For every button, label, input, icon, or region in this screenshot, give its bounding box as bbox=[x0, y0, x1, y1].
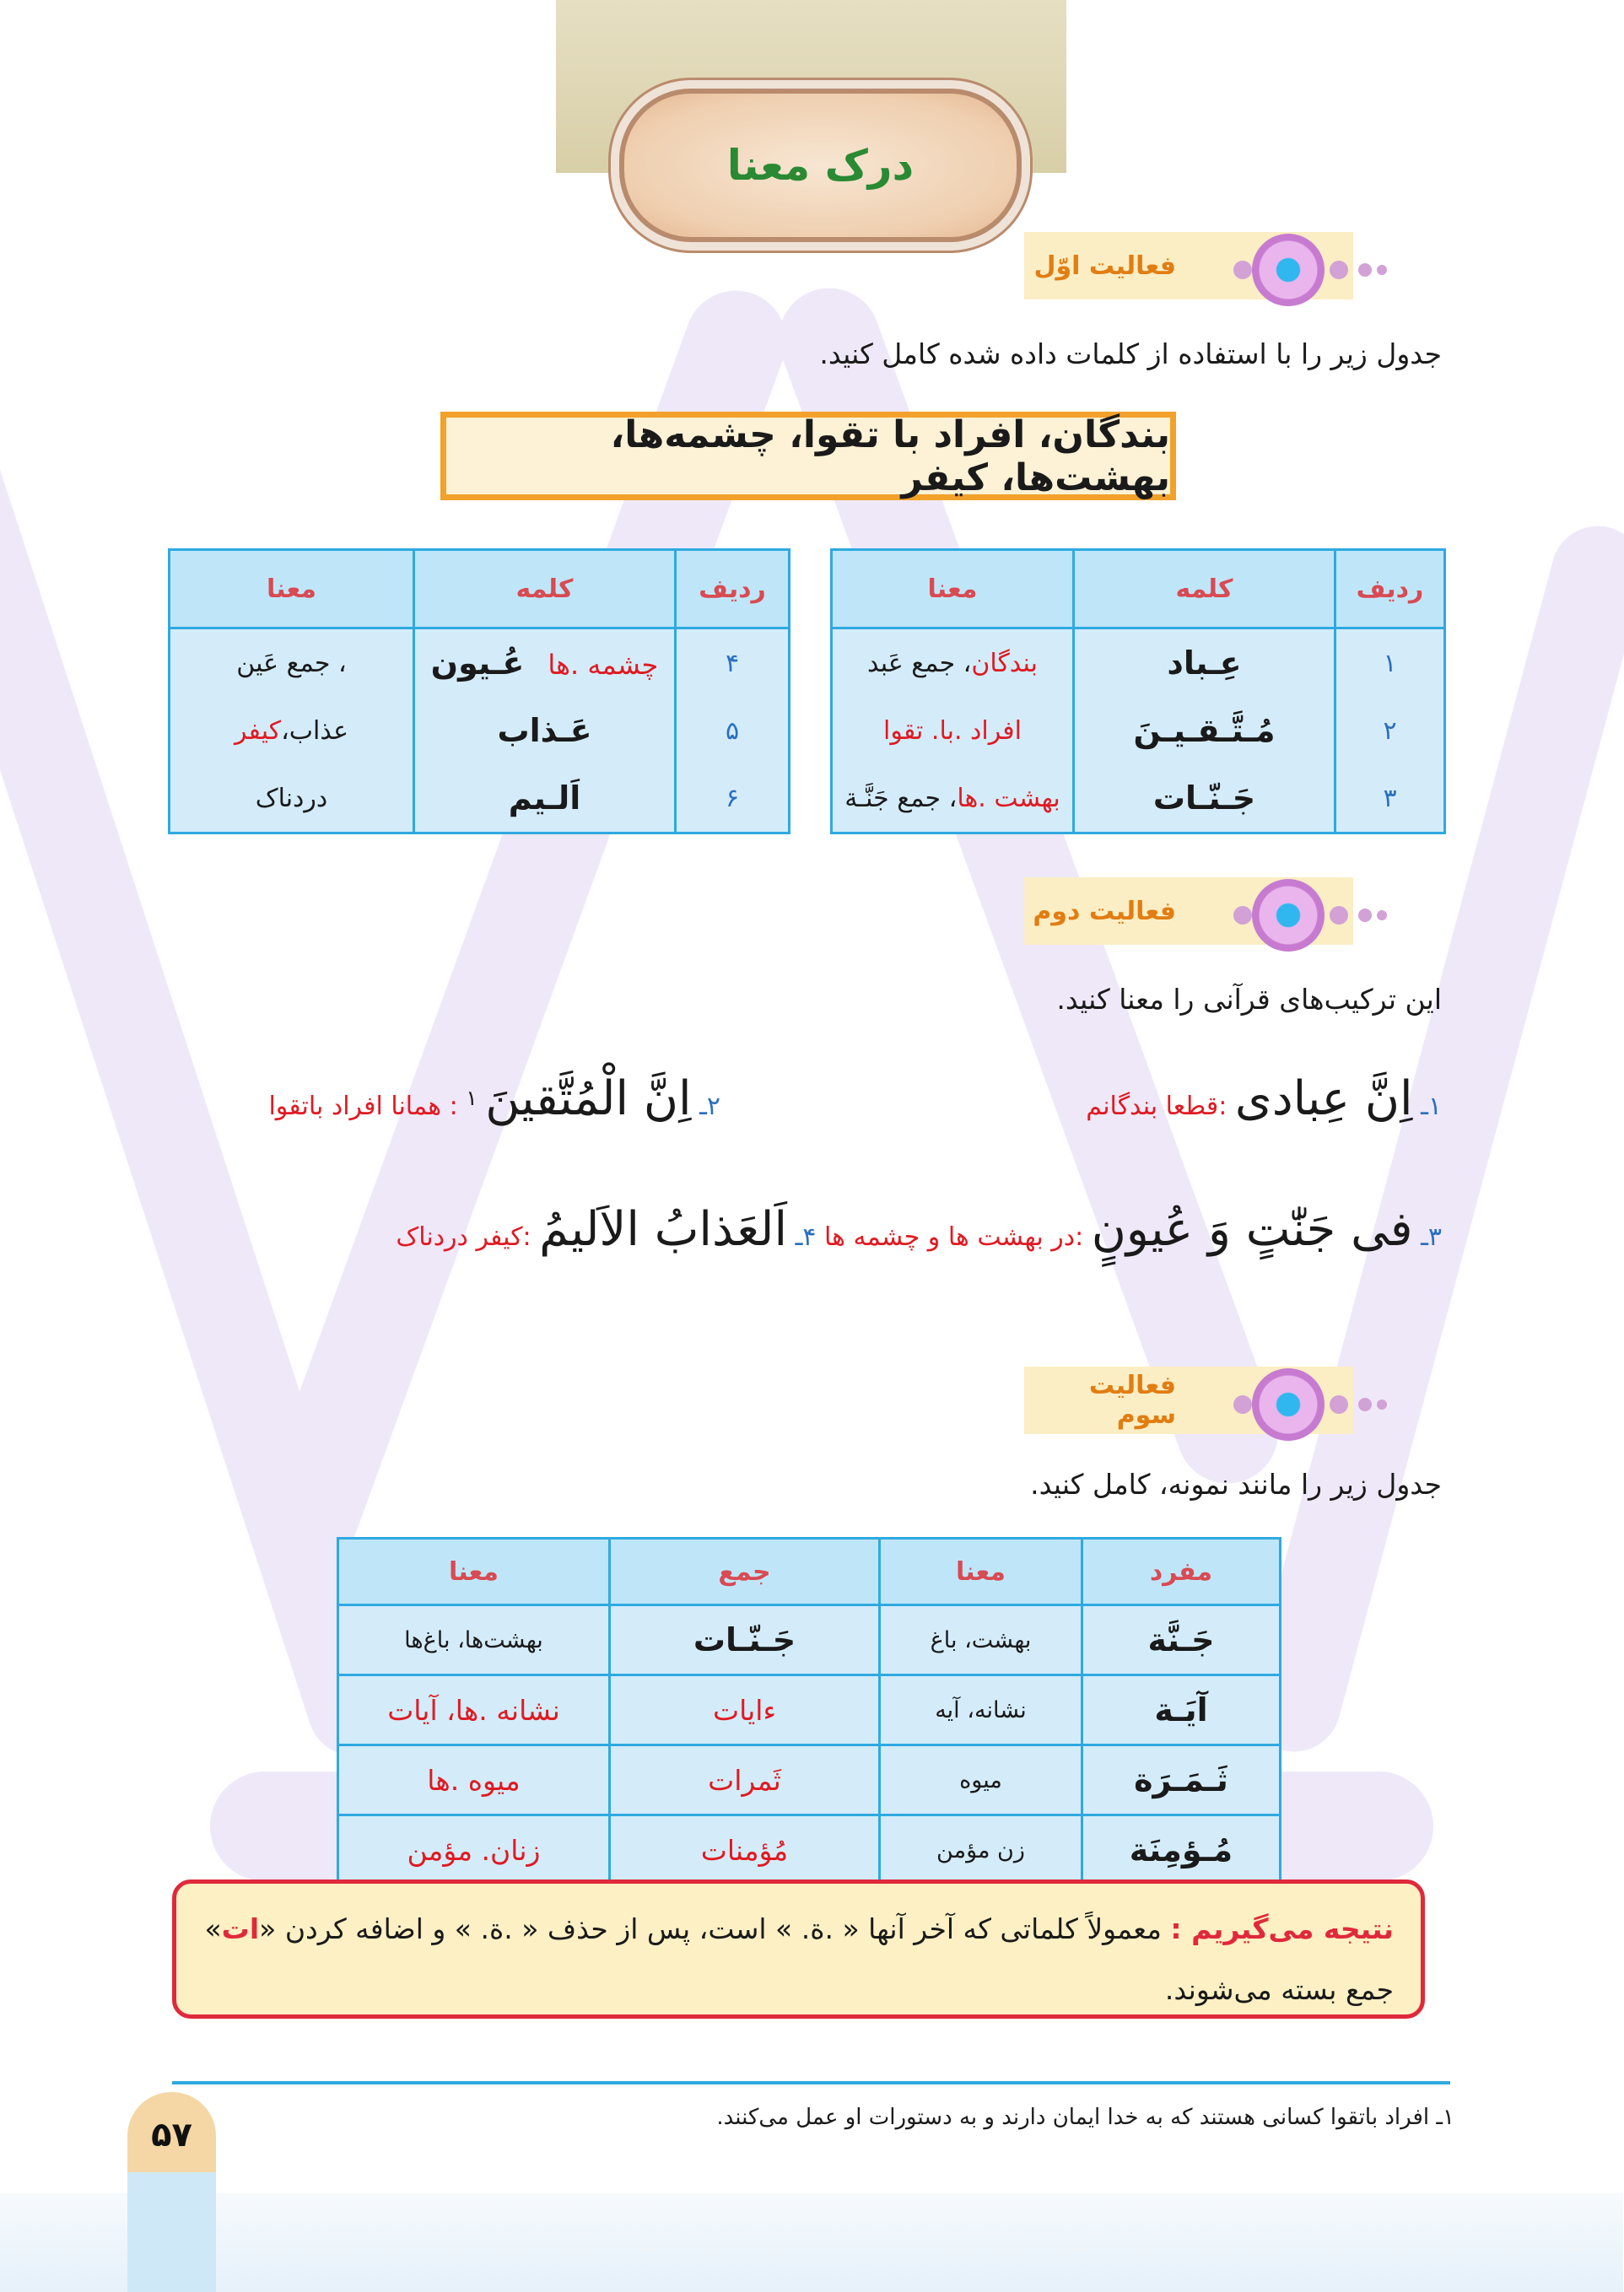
header-row: ردیف bbox=[1336, 550, 1446, 628]
table-row: ۴ چشمه .هاعُـيون ، جمع عَين bbox=[170, 628, 790, 698]
table-row: مُـؤمِنَة زن مؤمن مُؤمنات زنان. مؤمن bbox=[339, 1815, 1281, 1885]
activity3-table bbox=[337, 1537, 1282, 1886]
phrase-3-4: ۳ـ فی جَنّٰتٍ وَ عُیونٍ :در بهشت ها و چشمه ها ۴ـ اَلعَذابُ الاَلیمُ :کیفر دردناک bbox=[397, 1202, 1443, 1257]
phrase-1: ۱ـ اِنَّ عِبادی :قطعا بندگانم bbox=[1087, 1071, 1443, 1126]
header-meaning: معنا bbox=[833, 550, 1075, 628]
conclusion-line-2: جمع بسته می‌شوند. bbox=[1165, 1973, 1395, 2006]
header-plural: جمع bbox=[611, 1539, 881, 1605]
activity3-header bbox=[1025, 1367, 1354, 1434]
header-meaning: معنا bbox=[881, 1539, 1083, 1605]
table-row: ۳ جَـنّـات بهشت .ها، جمع جَنَّـة bbox=[833, 764, 1446, 833]
table-row: ۱ عِـباد بندگان، جمع عَبد bbox=[833, 628, 1446, 698]
word-bank: بندگان، افراد با تقوا، چشمه‌ها، بهشت‌ها، کیفر bbox=[441, 412, 1177, 500]
title-frame bbox=[620, 89, 1022, 242]
table-row: ثَـمَـرَة میوه ثَمرات میوه .ها bbox=[339, 1745, 1281, 1815]
header-row: ردیف bbox=[677, 550, 790, 628]
table-row: ۶ اَلـيم دردناک bbox=[170, 764, 790, 833]
activity1-header bbox=[1025, 232, 1354, 299]
page-title: درک معنا bbox=[727, 141, 915, 190]
conclusion-box bbox=[173, 1879, 1426, 2019]
header-word: کلمه bbox=[1075, 550, 1336, 628]
table-row: آیَـة نشانه، آیه ءایات نشانه .ها، آیات bbox=[339, 1675, 1281, 1745]
table-row: ۲ مُـتَّـقـيـنَ افراد .با. تقوا bbox=[833, 697, 1446, 764]
bubbles-icon bbox=[1229, 234, 1388, 306]
activity2-instruction: این ترکیب‌های قرآنی را معنا کنید. bbox=[1057, 983, 1443, 1016]
activity1-instruction: جدول زیر را با استفاده از کلمات داده شده کامل کنید. bbox=[820, 337, 1443, 370]
activity1-right-table bbox=[831, 548, 1447, 834]
footnote: ۱ـ افراد باتقوا کسانی هستند که به خدا ایمان دارند و به دستورات او عمل می‌کنند. bbox=[717, 2105, 1455, 2130]
activity2-label: فعالیت دوم bbox=[1033, 896, 1177, 926]
activity1-label: فعالیت اوّل bbox=[1034, 251, 1177, 281]
table-row: جَـنَّة بهشت، باغ جَـنّـات بهشت‌ها، باغ‌ها bbox=[339, 1605, 1281, 1675]
bubbles-icon bbox=[1229, 879, 1388, 952]
activity3-label: فعالیت سوم bbox=[1089, 1371, 1177, 1430]
phrase-2: ۲ـ اِنَّ الْمُتَّقینَ $^۱$ : همانا افراد باتقوا bbox=[269, 1071, 721, 1126]
activity1-left-table bbox=[169, 548, 791, 834]
header-singular: مفرد bbox=[1083, 1539, 1281, 1605]
conclusion-line-1: نتیجه می‌گیریم : معمولاً کلماتی که آخر آنها « .ة. » است، پس از حذف « .ة. » و اضافه کردن «ات» bbox=[205, 1912, 1395, 1945]
page-number: ۵۷ bbox=[128, 2092, 217, 2292]
header-word: کلمه bbox=[415, 550, 677, 628]
footer-decoration bbox=[0, 2193, 1624, 2292]
header-meaning: معنا bbox=[170, 550, 415, 628]
activity3-instruction: جدول زیر را مانند نمونه، کامل کنید. bbox=[1031, 1468, 1443, 1501]
table-row: ۵ عَـذاب عذاب،کیفر bbox=[170, 697, 790, 764]
bubbles-icon bbox=[1229, 1368, 1388, 1441]
header-meaning: معنا bbox=[339, 1539, 611, 1605]
footnote-divider bbox=[173, 2081, 1451, 2084]
activity2-header bbox=[1025, 877, 1354, 945]
